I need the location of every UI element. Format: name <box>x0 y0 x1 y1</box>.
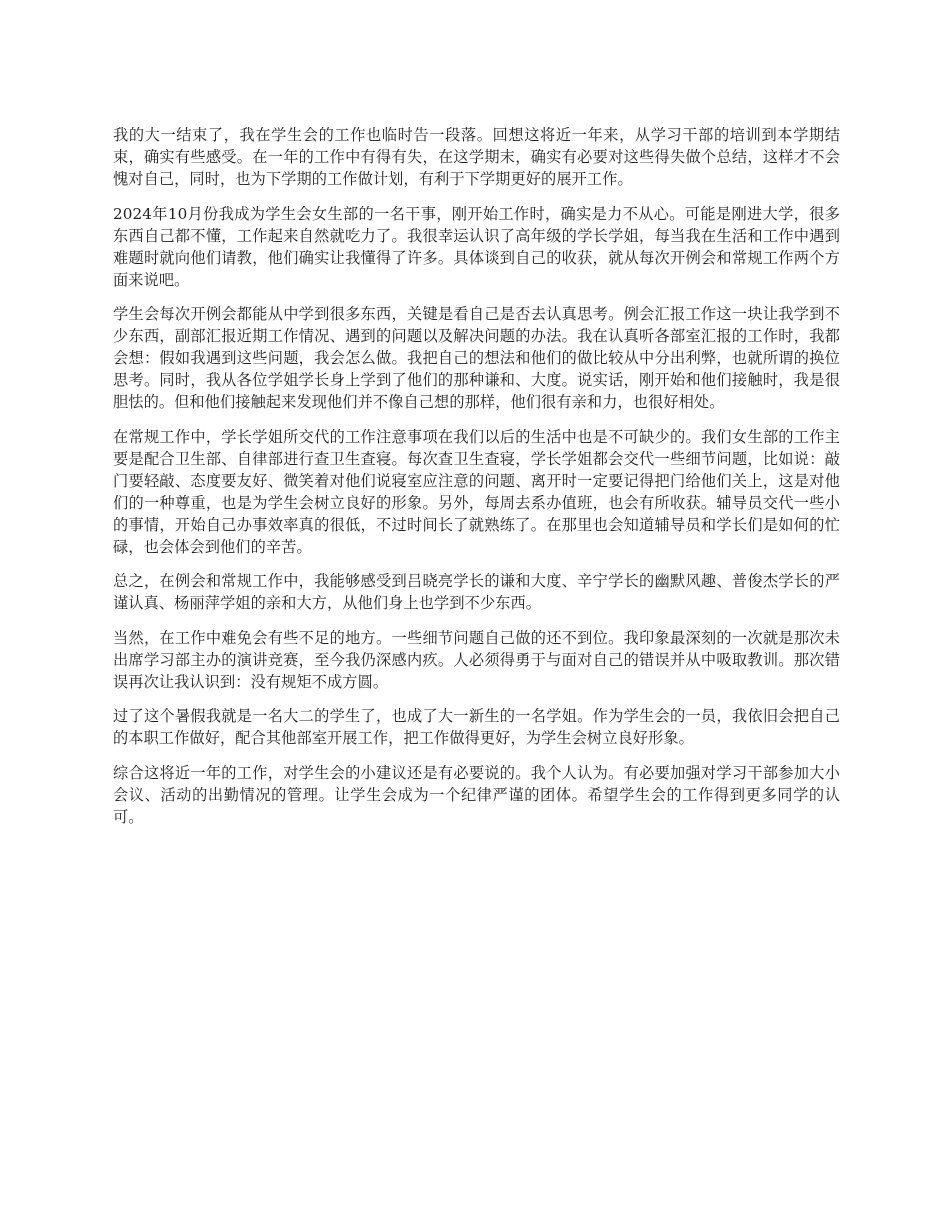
paragraph-4: 在常规工作中，学长学姐所交代的工作注意事项在我们以后的生活中也是不可缺少的。我们女生部的工作主要是配合卫生部、自律部进行查卫生查寝。每次查卫生查寝，学长学姐都会交代一些细节问题，比如说：敲门要轻敲、态度要友好、微笑着对他们说寝室应注意的问题、离开时一定要记得把门给他们关上，这是对他们的一种尊重，也是为学生会树立良好的形象。另外，每周去系办值班，也会有所收获。辅导员交代一些小的事情，开始自己办事效率真的很低，不过时间长了就熟练了。在那里也会知道辅导员和学长们是如何的忙碌，也会体会到他们的辛苦。 <box>113 427 840 556</box>
paragraph-1: 我的大一结束了，我在学生会的工作也临时告一段落。回想这将近一年来，从学习干部的培训到本学期结束，确实有些感受。在一年的工作中有得有失，在这学期末，确实有必要对这些得失做个总结，这样才不会愧对自己，同时，也为下学期的工作做计划，有利于下学期更好的展开工作。 <box>113 126 840 188</box>
paragraph-7: 过了这个暑假我就是一名大二的学生了，也成了大一新生的一名学姐。作为学生会的一员，我依旧会把自己的本职工作做好，配合其他部室开展工作，把工作做得更好，为学生会树立良好形象。 <box>113 707 840 747</box>
paragraph-2: 2024年10月份我成为学生会女生部的一名干事，刚开始工作时，确实是力不从心。可能是刚进大学，很多东西自己都不懂，工作起来自然就吃力了。我很幸运认识了高年级的学长学姐，每当我在生活和工作中遇到难题时就向他们请教，他们确实让我懂得了许多。具体谈到自己的收获，就从每次开例会和常规工作两个方面来说吧。 <box>113 204 840 289</box>
paragraph-6: 当然，在工作中难免会有些不足的地方。一些细节问题自己做的还不到位。我印象最深刻的一次就是那次未出席学习部主办的演讲竞赛，至今我仍深感内疚。人必须得勇于与面对自己的错误并从中吸取教训。那次错误再次让我认识到：没有规矩不成方圆。 <box>113 628 840 691</box>
paragraph-5: 总之，在例会和常规工作中，我能够感受到吕晓亮学长的谦和大度、辛宁学长的幽默风趣、普俊杰学长的严谨认真、杨丽萍学姐的亲和大方，从他们身上也学到不少东西。 <box>113 572 840 612</box>
document-body <box>113 124 840 840</box>
paragraph-3: 学生会每次开例会都能从中学到很多东西，关键是看自己是否去认真思考。例会汇报工作这一块让我学到不少东西，副部汇报近期工作情况、遇到的问题以及解决问题的办法。我在认真听各部室汇报的工作时，我都会想：假如我遇到这些问题，我会怎么做。我把自己的想法和他们的做比较从中分出利弊，也就所谓的换位思考。同时，我从各位学姐学长身上学到了他们的那种谦和、大度。说实话，刚开始和他们接触时，我是很胆怯的。但和他们接触起来发现他们并不像自己想的那样，他们很有亲和力，也很好相处。 <box>113 305 840 411</box>
paragraph-8: 综合这将近一年的工作，对学生会的小建议还是有必要说的。我个人认为。有必要加强对学习干部参加大小会议、活动的出勤情况的管理。让学生会成为一个纪律严谨的团体。希望学生会的工作得到更多同学的认可。 <box>113 763 840 826</box>
